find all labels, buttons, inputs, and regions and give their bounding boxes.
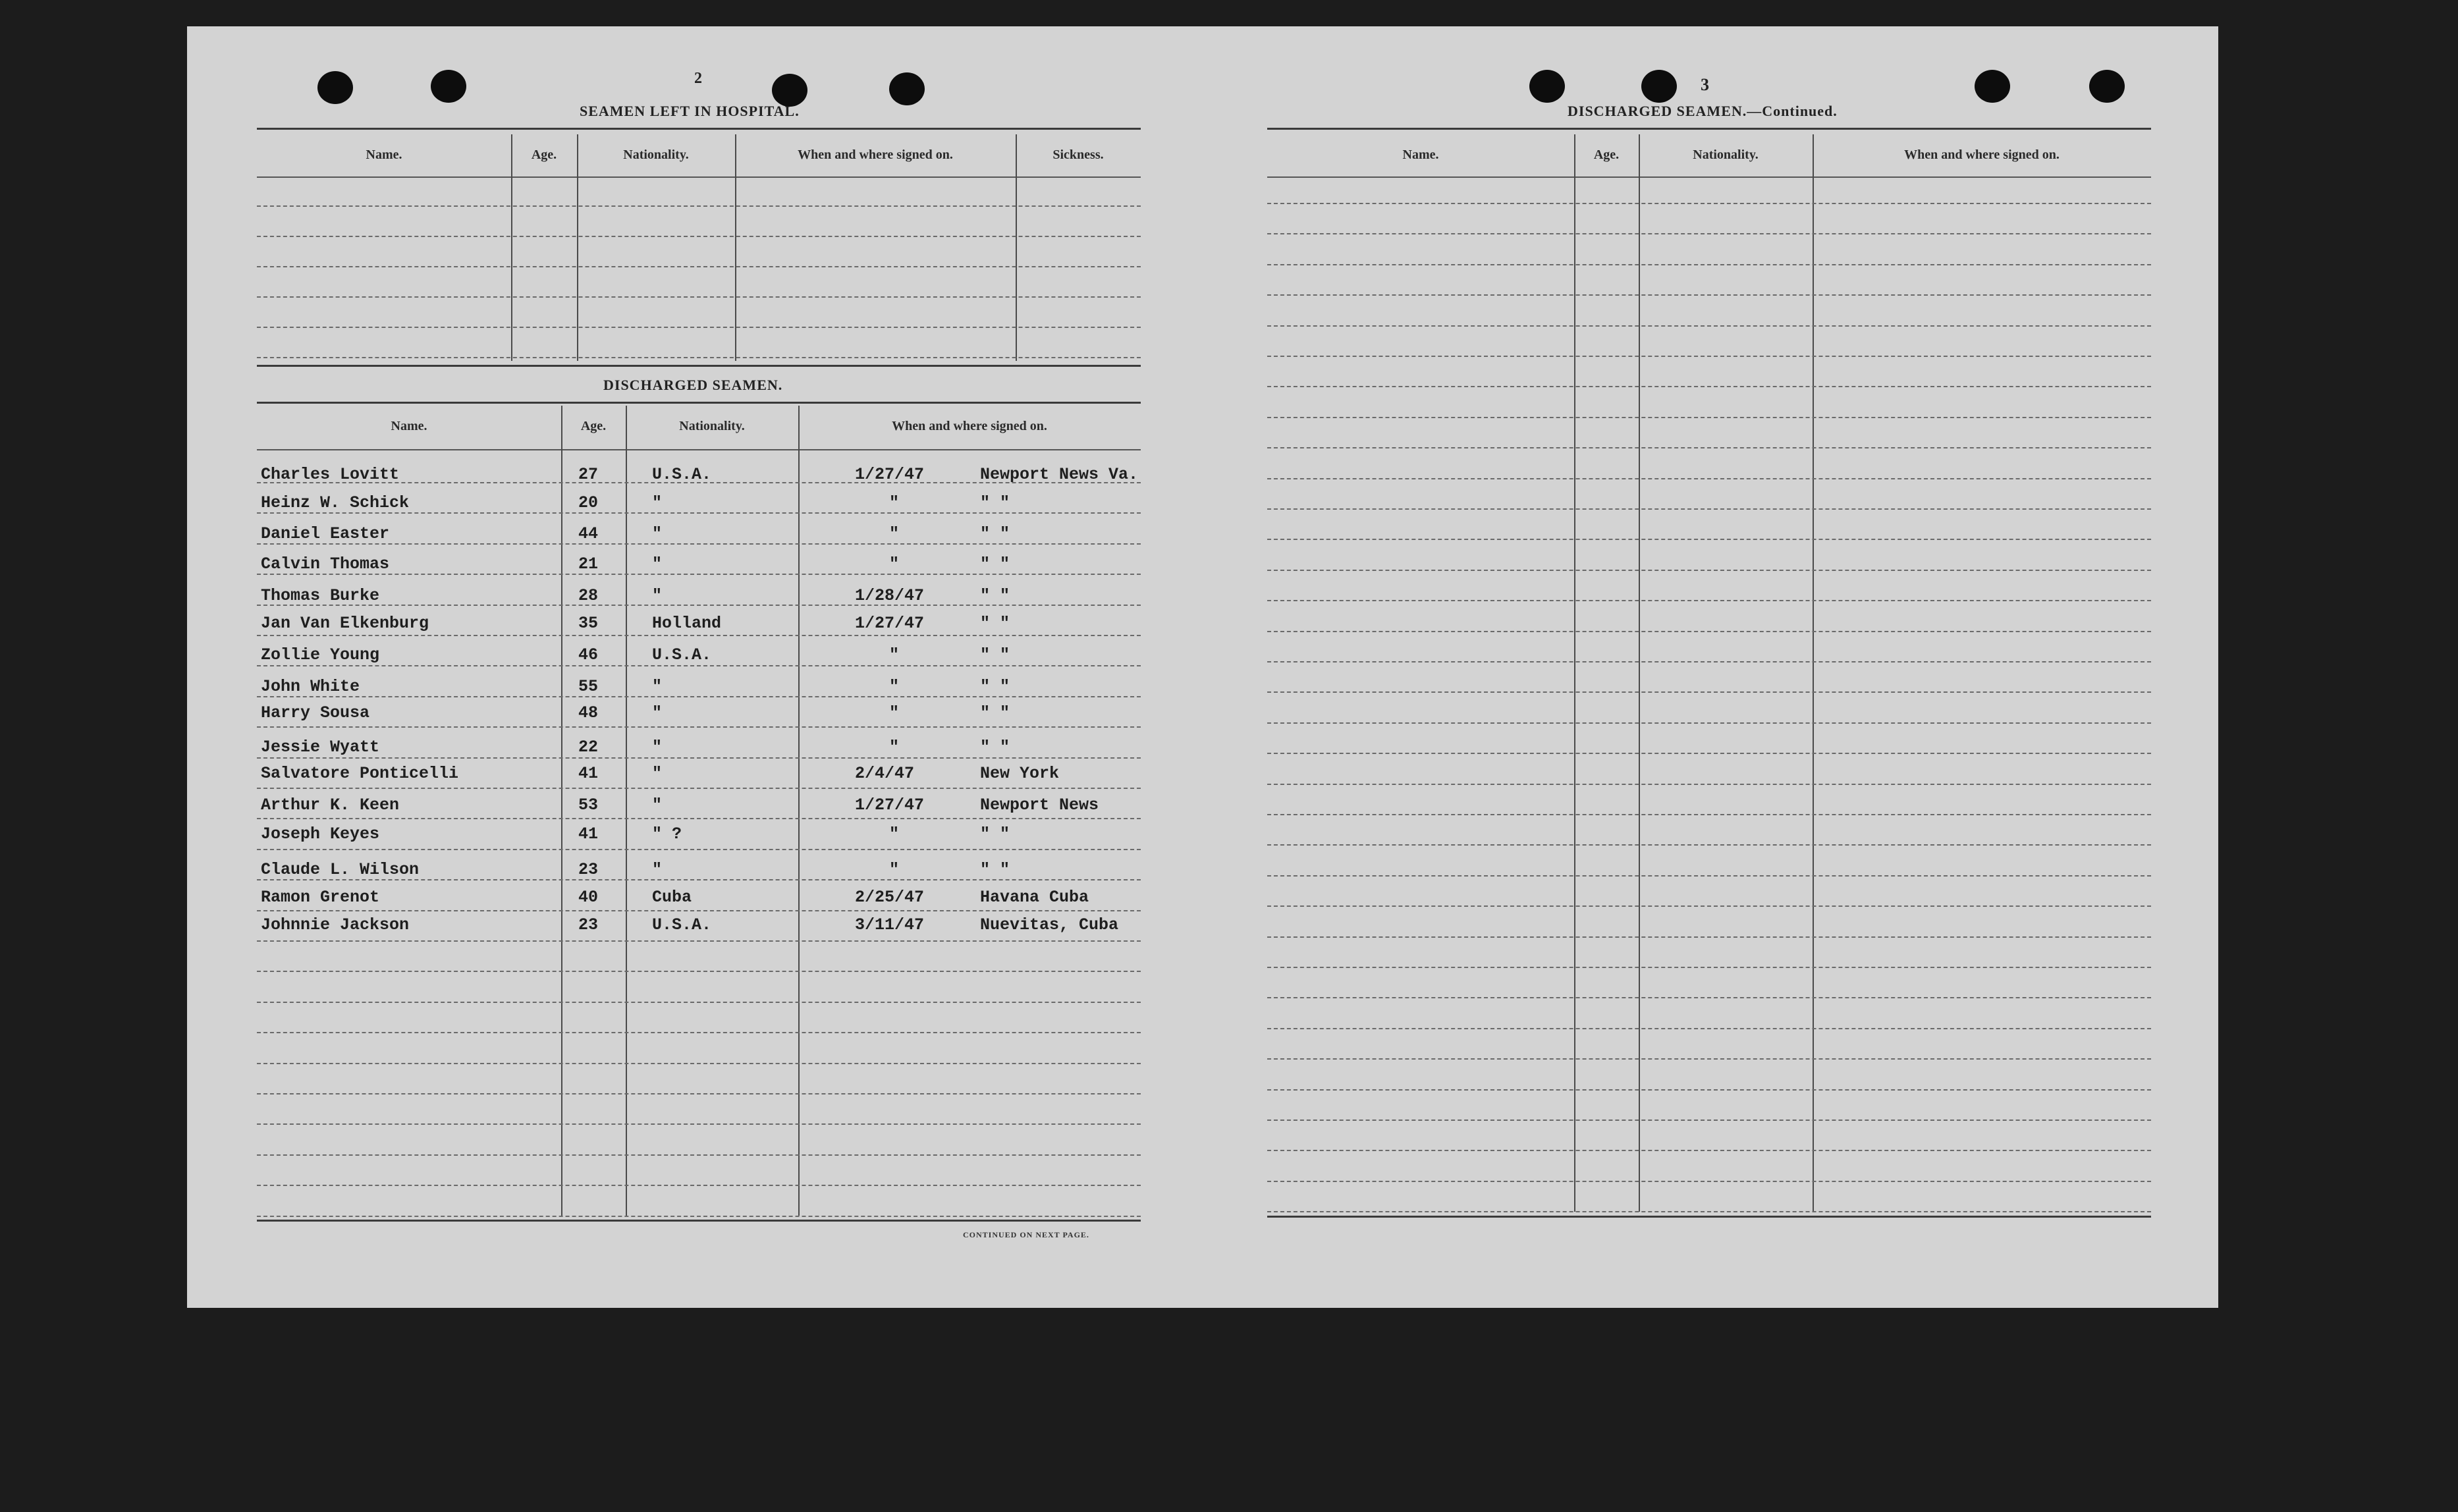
signed-on-place: " "	[980, 493, 1010, 512]
ruled-line	[1267, 570, 2151, 571]
ruled-line	[1267, 814, 2151, 815]
ruled-line	[1267, 661, 2151, 662]
header-rule	[257, 176, 1141, 178]
signed-on-date: "	[889, 645, 900, 664]
seaman-nationality: "	[652, 554, 663, 574]
name-header: Name.	[1402, 148, 1439, 162]
seaman-age: 48	[578, 703, 599, 722]
nationality-header: Nationality.	[623, 148, 689, 162]
ruled-line	[1267, 478, 2151, 479]
ruled-line	[257, 1032, 1141, 1033]
ruled-line	[1267, 1120, 2151, 1121]
ruled-line	[1267, 997, 2151, 998]
ruled-line	[1267, 1089, 2151, 1091]
signed-on-place: " "	[980, 677, 1010, 696]
signed-on-place: " "	[980, 586, 1010, 605]
signed-on-date: 2/25/47	[855, 888, 925, 907]
seaman-age: 20	[578, 493, 599, 512]
ruled-line	[257, 236, 1141, 237]
ruled-line	[1267, 1058, 2151, 1060]
ruled-line	[1267, 1150, 2151, 1151]
header-rule	[257, 449, 1141, 450]
document-spread	[187, 26, 2218, 1308]
signed-on-date: 1/28/47	[855, 586, 925, 605]
ruled-line	[257, 1185, 1141, 1186]
ruled-line	[1267, 386, 2151, 387]
signed-on-date: "	[889, 524, 900, 543]
ruled-line	[1267, 753, 2151, 754]
sickness-header: Sickness.	[1052, 148, 1104, 162]
signed-on-date: 2/4/47	[855, 764, 915, 783]
ruled-line	[257, 1002, 1141, 1003]
seaman-nationality: "	[652, 677, 663, 696]
right-page-number: 3	[1701, 75, 1709, 94]
signed-on-date: "	[889, 824, 900, 844]
seaman-name: Salvatore Ponticelli	[261, 764, 459, 783]
seaman-age: 23	[578, 860, 599, 879]
table-bottom-rule	[257, 365, 1141, 367]
punch-hole	[1975, 70, 2010, 103]
ruled-line	[1267, 508, 2151, 510]
nationality-header: Nationality.	[679, 419, 745, 433]
column-divider	[1574, 134, 1575, 1212]
ruled-line	[257, 726, 1141, 728]
signed-on-place: Nuevitas, Cuba	[980, 915, 1119, 934]
ruled-line	[1267, 417, 2151, 418]
nationality-header: Nationality.	[1693, 148, 1759, 162]
header-rule	[1267, 176, 2151, 178]
ruled-line	[257, 1216, 1141, 1217]
hospital-top-rule	[257, 128, 1141, 130]
ruled-line	[1267, 1028, 2151, 1029]
ruled-line	[1267, 905, 2151, 907]
signed-on-place: " "	[980, 860, 1010, 879]
ruled-line	[1267, 1211, 2151, 1212]
seaman-nationality: " ?	[652, 824, 682, 844]
seaman-age: 55	[578, 677, 599, 696]
seaman-age: 22	[578, 738, 599, 757]
discharged-section-title: DISCHARGED SEAMEN.	[603, 377, 783, 393]
column-divider	[1813, 134, 1814, 1212]
signed-on-place: Havana Cuba	[980, 888, 1089, 907]
seaman-name: Johnnie Jackson	[261, 915, 410, 934]
seaman-name: John White	[261, 677, 360, 696]
ruled-line	[257, 205, 1141, 207]
signed-on-place: New York	[980, 764, 1060, 783]
ruled-line	[1267, 447, 2151, 448]
signed-on-place: " "	[980, 554, 1010, 574]
ruled-line	[257, 788, 1141, 789]
signed-on-place: " "	[980, 524, 1010, 543]
hospital-section-title: SEAMEN LEFT IN HOSPITAL.	[580, 103, 800, 119]
seaman-nationality: Cuba	[652, 888, 692, 907]
ruled-line	[257, 1063, 1141, 1064]
signed-on-place: " "	[980, 738, 1010, 757]
signed-on-header: When and where signed on.	[798, 148, 953, 162]
ruled-line	[257, 1154, 1141, 1156]
seaman-nationality: "	[652, 764, 663, 783]
signed-on-date: 1/27/47	[855, 614, 925, 633]
punch-hole	[431, 70, 466, 103]
seaman-age: 23	[578, 915, 599, 934]
ruled-line	[1267, 539, 2151, 540]
punch-hole	[889, 72, 925, 105]
name-header: Name.	[391, 419, 427, 433]
ruled-line	[1267, 294, 2151, 296]
table-bottom-rule	[1267, 1216, 2151, 1218]
signed-on-date: "	[889, 703, 900, 722]
ruled-line	[257, 940, 1141, 942]
ruled-line	[257, 357, 1141, 358]
seaman-age: 41	[578, 824, 599, 844]
signed-on-place: Newport News Va.	[980, 465, 1139, 484]
seaman-name: Jessie Wyatt	[261, 738, 380, 757]
column-divider	[1639, 134, 1640, 1212]
seaman-name: Joseph Keyes	[261, 824, 380, 844]
ruled-line	[1267, 356, 2151, 357]
seaman-nationality: "	[652, 703, 663, 722]
punch-hole	[1529, 70, 1565, 103]
signed-on-date: "	[889, 860, 900, 879]
signed-on-date: "	[889, 554, 900, 574]
ruled-line	[257, 665, 1141, 666]
seaman-name: Charles Lovitt	[261, 465, 400, 484]
seaman-age: 21	[578, 554, 599, 574]
ruled-line	[1267, 784, 2151, 785]
ruled-line	[1267, 936, 2151, 938]
age-header: Age.	[531, 148, 557, 162]
punch-hole	[772, 74, 807, 107]
ruled-line	[257, 849, 1141, 850]
seaman-nationality: U.S.A.	[652, 915, 712, 934]
right-section-title: DISCHARGED SEAMEN.—Continued.	[1568, 103, 1838, 119]
seaman-nationality: "	[652, 524, 663, 543]
signed-on-date: 1/27/47	[855, 465, 925, 484]
seaman-nationality: U.S.A.	[652, 645, 712, 664]
signed-on-date: "	[889, 738, 900, 757]
signed-on-header: When and where signed on.	[1904, 148, 2060, 162]
ruled-line	[1267, 722, 2151, 724]
seaman-name: Harry Sousa	[261, 703, 370, 722]
signed-on-date: "	[889, 677, 900, 696]
ruled-line	[1267, 844, 2151, 846]
ruled-line	[1267, 264, 2151, 265]
seaman-age: 46	[578, 645, 599, 664]
signed-on-place: " "	[980, 614, 1010, 633]
signed-on-date: 1/27/47	[855, 796, 925, 815]
ruled-line	[257, 1093, 1141, 1094]
signed-on-date: "	[889, 493, 900, 512]
ruled-line	[1267, 631, 2151, 632]
seaman-nationality: "	[652, 860, 663, 879]
signed-on-place: " "	[980, 703, 1010, 722]
seaman-name: Arthur K. Keen	[261, 796, 400, 815]
seaman-name: Heinz W. Schick	[261, 493, 410, 512]
ruled-line	[1267, 1181, 2151, 1182]
seaman-name: Jan Van Elkenburg	[261, 614, 429, 633]
signed-on-header: When and where signed on.	[892, 419, 1047, 433]
ruled-line	[1267, 233, 2151, 234]
ruled-line	[1267, 600, 2151, 601]
seaman-name: Daniel Easter	[261, 524, 390, 543]
discharged-top-rule	[257, 402, 1141, 404]
left-page-mark: 2	[694, 70, 702, 87]
signed-on-place: Newport News	[980, 796, 1099, 815]
seaman-age: 53	[578, 796, 599, 815]
age-header: Age.	[1593, 148, 1620, 162]
seaman-name: Ramon Grenot	[261, 888, 380, 907]
seaman-nationality: U.S.A.	[652, 465, 712, 484]
ruled-line	[257, 910, 1141, 911]
ruled-line	[257, 818, 1141, 819]
ruled-line	[257, 635, 1141, 636]
continued-footer: CONTINUED ON NEXT PAGE.	[963, 1230, 1089, 1239]
age-header: Age.	[580, 419, 607, 433]
ruled-line	[257, 296, 1141, 298]
seaman-name: Calvin Thomas	[261, 554, 390, 574]
seaman-age: 44	[578, 524, 599, 543]
signed-on-place: " "	[980, 645, 1010, 664]
punch-hole	[317, 71, 353, 104]
signed-on-date: 3/11/47	[855, 915, 925, 934]
seaman-age: 35	[578, 614, 599, 633]
ruled-line	[1267, 875, 2151, 877]
seaman-nationality: "	[652, 493, 663, 512]
punch-hole	[1641, 70, 1677, 103]
signed-on-place: " "	[980, 824, 1010, 844]
ruled-line	[1267, 691, 2151, 693]
ruled-line	[1267, 967, 2151, 968]
right-top-rule	[1267, 128, 2151, 130]
seaman-name: Claude L. Wilson	[261, 860, 420, 879]
seaman-nationality: Holland	[652, 614, 722, 633]
seaman-age: 40	[578, 888, 599, 907]
table-bottom-rule	[257, 1220, 1141, 1222]
seaman-nationality: "	[652, 796, 663, 815]
ruled-line	[257, 266, 1141, 267]
seaman-name: Thomas Burke	[261, 586, 380, 605]
ruled-line	[257, 971, 1141, 972]
seaman-age: 41	[578, 764, 599, 783]
seaman-nationality: "	[652, 586, 663, 605]
ruled-line	[1267, 325, 2151, 327]
punch-hole	[2089, 70, 2125, 103]
ruled-line	[257, 1123, 1141, 1125]
name-header: Name.	[366, 148, 402, 162]
seaman-name: Zollie Young	[261, 645, 380, 664]
seaman-age: 27	[578, 465, 599, 484]
ruled-line	[257, 327, 1141, 328]
seaman-age: 28	[578, 586, 599, 605]
ruled-line	[1267, 203, 2151, 204]
seaman-nationality: "	[652, 738, 663, 757]
